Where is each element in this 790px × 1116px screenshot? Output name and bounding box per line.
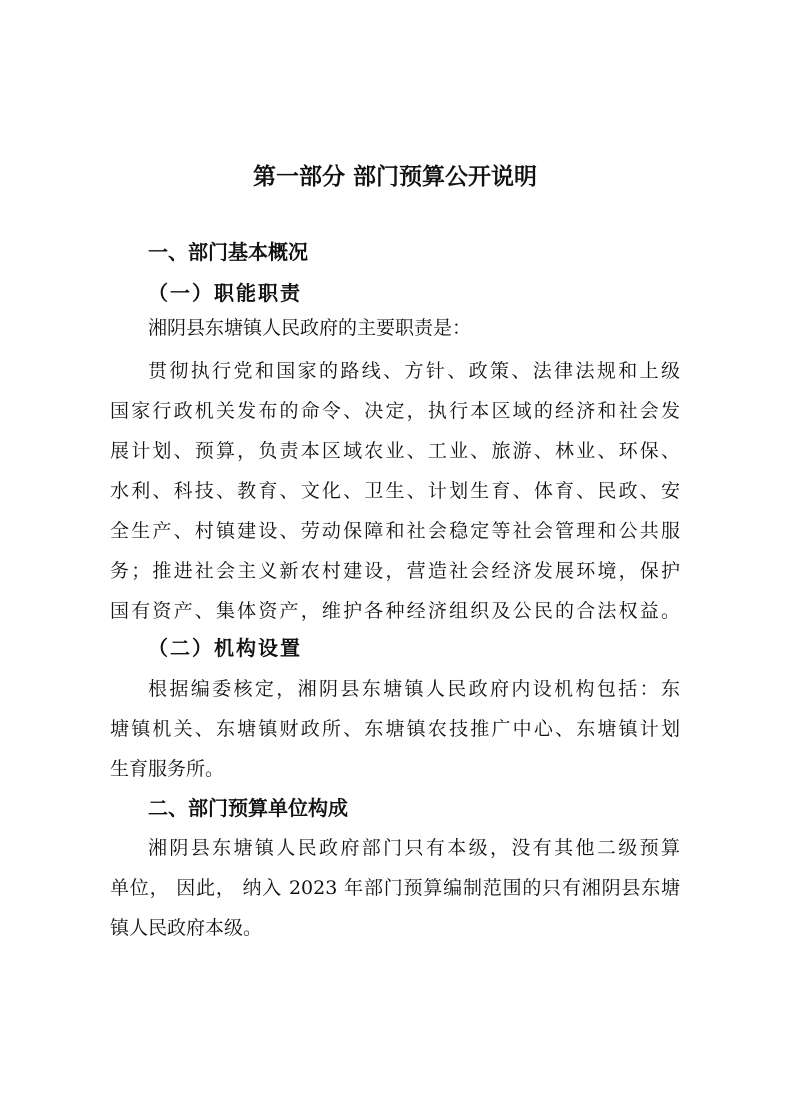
organization-line: 生育服务所。 bbox=[110, 758, 225, 780]
duties-line: 全生产、村镇建设、劳动保障和社会稳定等社会管理和公共服 bbox=[110, 520, 680, 542]
duties-line: 贯彻执行党和国家的路线、方针、政策、法律法规和上级 bbox=[148, 360, 680, 382]
budget-units-line: 湘阴县东塘镇人民政府部门只有本级，没有其他二级预算 bbox=[148, 837, 680, 859]
duties-line: 展计划、预算，负责本区域农业、工业、旅游、林业、环保、 bbox=[110, 440, 680, 462]
subsection-heading-organization: （二）机构设置 bbox=[148, 636, 302, 660]
budget-units-line: 单位， 因此， 纳入 2023 年部门预算编制范围的只有湘阴县东塘 bbox=[110, 877, 680, 899]
section-heading-budget-units: 二、部门预算单位构成 bbox=[148, 796, 348, 820]
subsection-heading-duties: （一）职能职责 bbox=[148, 281, 302, 305]
duties-line: 务；推进社会主义新农村建设，营造社会经济发展环境，保护 bbox=[110, 560, 680, 582]
section-heading-overview: 一、部门基本概况 bbox=[148, 240, 308, 264]
organization-line: 塘镇机关、东塘镇财政所、东塘镇农技推广中心、东塘镇计划 bbox=[110, 718, 680, 740]
duties-intro: 湘阴县东塘镇人民政府的主要职责是： bbox=[148, 317, 472, 339]
duties-line: 国有资产、集体资产，维护各种经济组织及公民的合法权益。 bbox=[110, 600, 680, 622]
duties-line: 国家行政机关发布的命令、决定，执行本区域的经济和社会发 bbox=[110, 400, 680, 422]
page-title: 第一部分 部门预算公开说明 bbox=[252, 164, 537, 190]
organization-line: 根据编委核定，湘阴县东塘镇人民政府内设机构包括：东 bbox=[148, 678, 680, 700]
duties-line: 水利、科技、教育、文化、卫生、计划生育、体育、民政、安 bbox=[110, 480, 680, 502]
budget-units-line: 镇人民政府本级。 bbox=[110, 917, 263, 939]
